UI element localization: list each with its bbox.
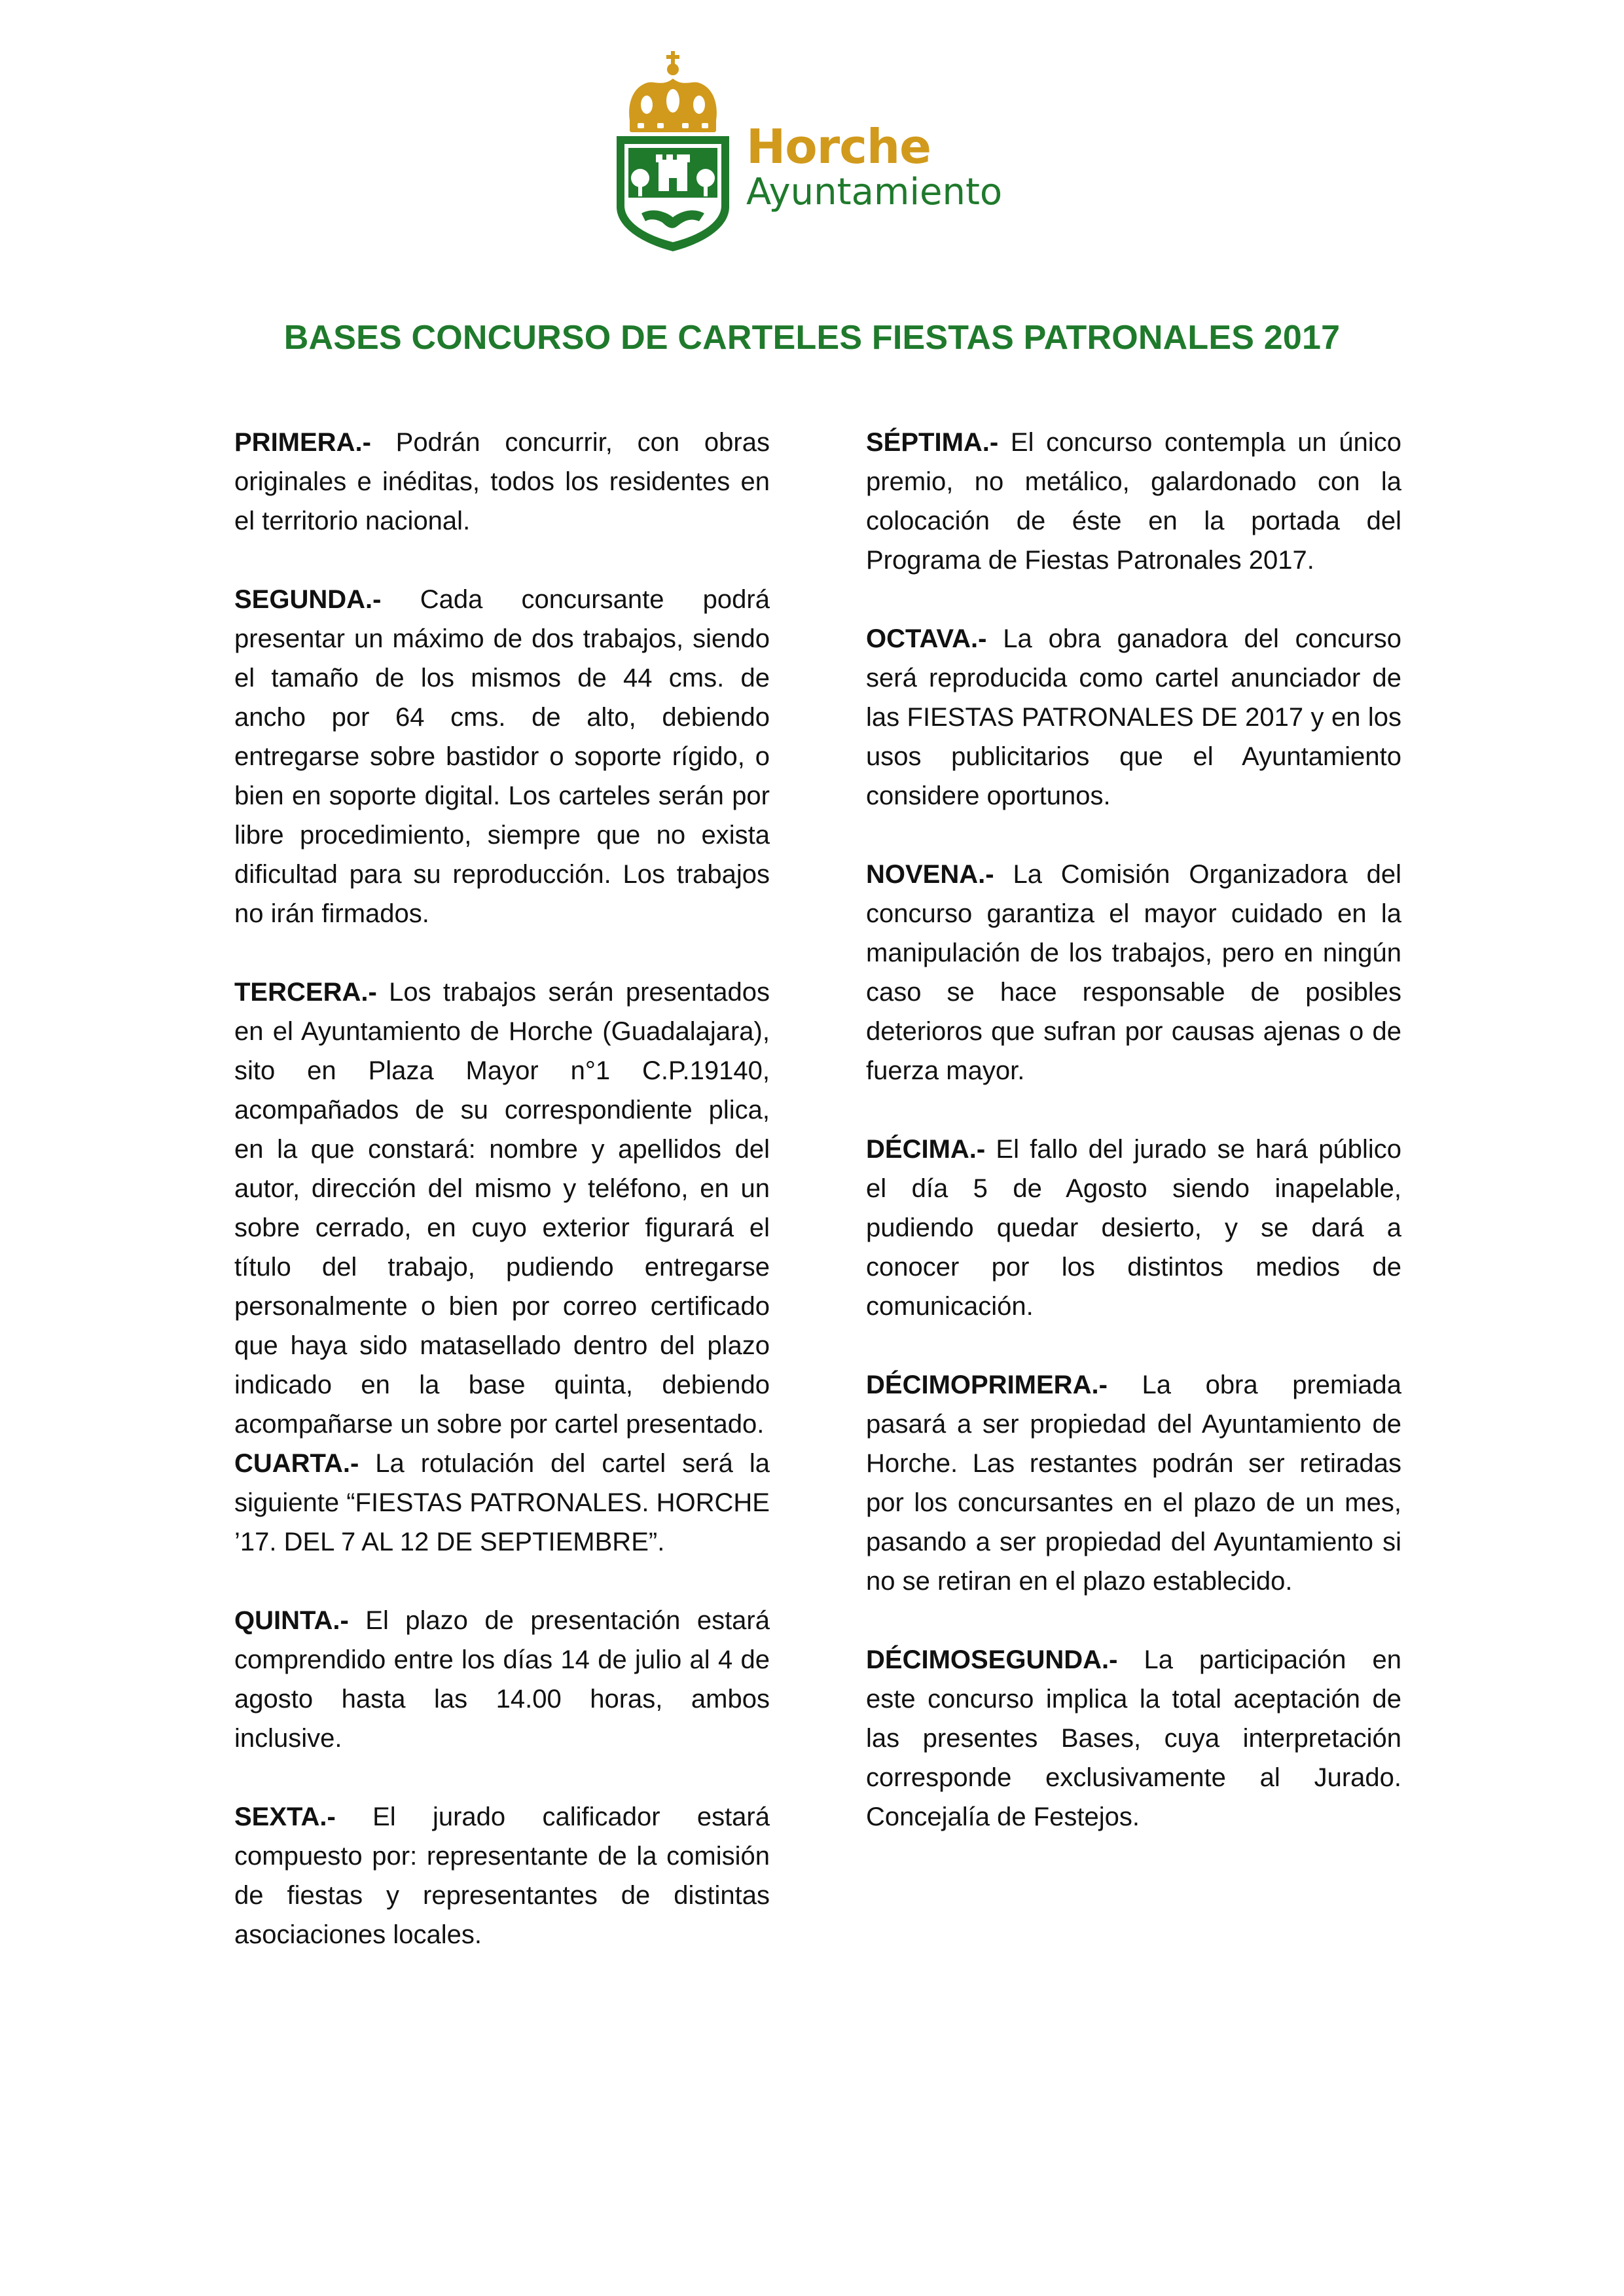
clause-primera xyxy=(234,423,770,541)
clause-heading: DÉCIMOPRIMERA.- xyxy=(866,1371,1108,1399)
clause-text: La Comisión Organizadora del concurso garantiza el mayor cuidado en la manipulación de los trabajos, pero en ningún caso se hace responsable de posibles deterioros que sufran por causas ajenas o de fuerza mayor. xyxy=(866,860,1401,1085)
clause-heading: TERCERA.- xyxy=(234,978,377,1007)
clause-heading: NOVENA.- xyxy=(866,860,994,889)
clause-septima xyxy=(866,423,1401,580)
clause-heading: QUINTA.- xyxy=(234,1606,349,1635)
clause-text: Podrán concurrir, con obras originales e inéditas, todos los residentes en el territorio nacional. xyxy=(234,428,770,535)
ayuntamiento-logo xyxy=(607,50,1026,259)
clause-heading: OCTAVA.- xyxy=(866,624,987,653)
clause-heading: SÉPTIMA.- xyxy=(866,428,999,457)
clause-tercera xyxy=(234,973,770,1444)
clause-text: El plazo de presentación estará comprendido entre los días 14 de julio al 4 de agosto hasta las 14.00 horas, ambos inclusive. xyxy=(234,1606,770,1753)
left-column xyxy=(234,423,770,1994)
clause-text: La rotulación del cartel será la siguiente “FIESTAS PATRONALES. HORCHE ’17. DEL 7 AL 12 DE SEPTIEMBRE”. xyxy=(234,1449,770,1556)
clause-text: La participación en este concurso implica la total aceptación de las presentes Bases, cuya interpretación corresponde exclusivamente al Jurado. Concejalía de Festejos. xyxy=(866,1645,1401,1831)
page-title: BASES CONCURSO DE CARTELES FIESTAS PATRONALES 2017 xyxy=(283,319,1341,357)
clause-decimosegunda xyxy=(866,1640,1401,1837)
right-column xyxy=(866,423,1401,1876)
clause-text: Cada concursante podrá presentar un máximo de dos trabajos, siendo el tamaño de los mismos de 44 cms. de ancho por 64 cms. de alto, debiendo entregarse sobre bastidor o soporte rígido, o bien en soporte digital. Los carteles serán por libre procedimiento, siempre que no exista dificultad para su reproducción. Los trabajos no irán firmados. xyxy=(234,585,770,928)
clause-heading: CUARTA.- xyxy=(234,1449,359,1478)
clause-quinta xyxy=(234,1601,770,1758)
clause-heading: SEXTA.- xyxy=(234,1803,336,1831)
clause-heading: SEGUNDA.- xyxy=(234,585,382,614)
clause-cuarta xyxy=(234,1444,770,1562)
clause-octava xyxy=(866,619,1401,816)
clause-novena xyxy=(866,855,1401,1090)
clause-text: El jurado calificador estará compuesto por: representante de la comisión de fiestas y representantes de distintas asociaciones locales. xyxy=(234,1803,770,1949)
clause-segunda xyxy=(234,580,770,933)
clause-decima xyxy=(866,1130,1401,1326)
clause-sexta xyxy=(234,1797,770,1954)
logo-wordmark xyxy=(746,119,1003,213)
clause-heading: PRIMERA.- xyxy=(234,428,371,457)
logo-name: Horche xyxy=(746,119,931,174)
clause-decimoprimera xyxy=(866,1365,1401,1601)
clause-text: La obra ganadora del concurso será reproducida como cartel anunciador de las FIESTAS PATRONALES DE 2017 y en los usos publicitarios que el Ayuntamiento considere oportunos. xyxy=(866,624,1401,810)
clause-text: El fallo del jurado se hará público el día 5 de Agosto siendo inapelable, pudiendo quedar desierto, y se dará a conocer por los distintos medios de comunicación. xyxy=(866,1135,1401,1321)
logo-subtitle: Ayuntamiento xyxy=(746,171,1003,213)
clause-heading: DÉCIMOSEGUNDA.- xyxy=(866,1645,1118,1674)
clause-text: El concurso contempla un único premio, no metálico, galardonado con la colocación de éste en la portada del Programa de Fiestas Patronales 2017. xyxy=(866,428,1401,575)
clause-text: Los trabajos serán presentados en el Ayuntamiento de Horche (Guadalajara), sito en Plaza Mayor n°1 C.P.19140, acompañados de su correspondiente plica, en la que constará: nombre y apellidos del autor, dirección del mismo y teléfono, en un sobre cerrado, en cuyo exterior figurará el título del trabajo, pudiendo entregarse personalmente o bien por correo certificado que haya sido matasellado dentro del plazo indicado en la base quinta, debiendo acompañarse un sobre por cartel presentado. xyxy=(234,978,770,1439)
coat-of-arms-icon xyxy=(607,50,738,253)
clause-text: La obra premiada pasará a ser propiedad del Ayuntamiento de Horche. Las restantes podrán ser retiradas por los concursantes en el plazo de un mes, pasando a ser propiedad del Ayuntamiento si no se retiran en el plazo establecido. xyxy=(866,1371,1401,1596)
clause-heading: DÉCIMA.- xyxy=(866,1135,986,1164)
